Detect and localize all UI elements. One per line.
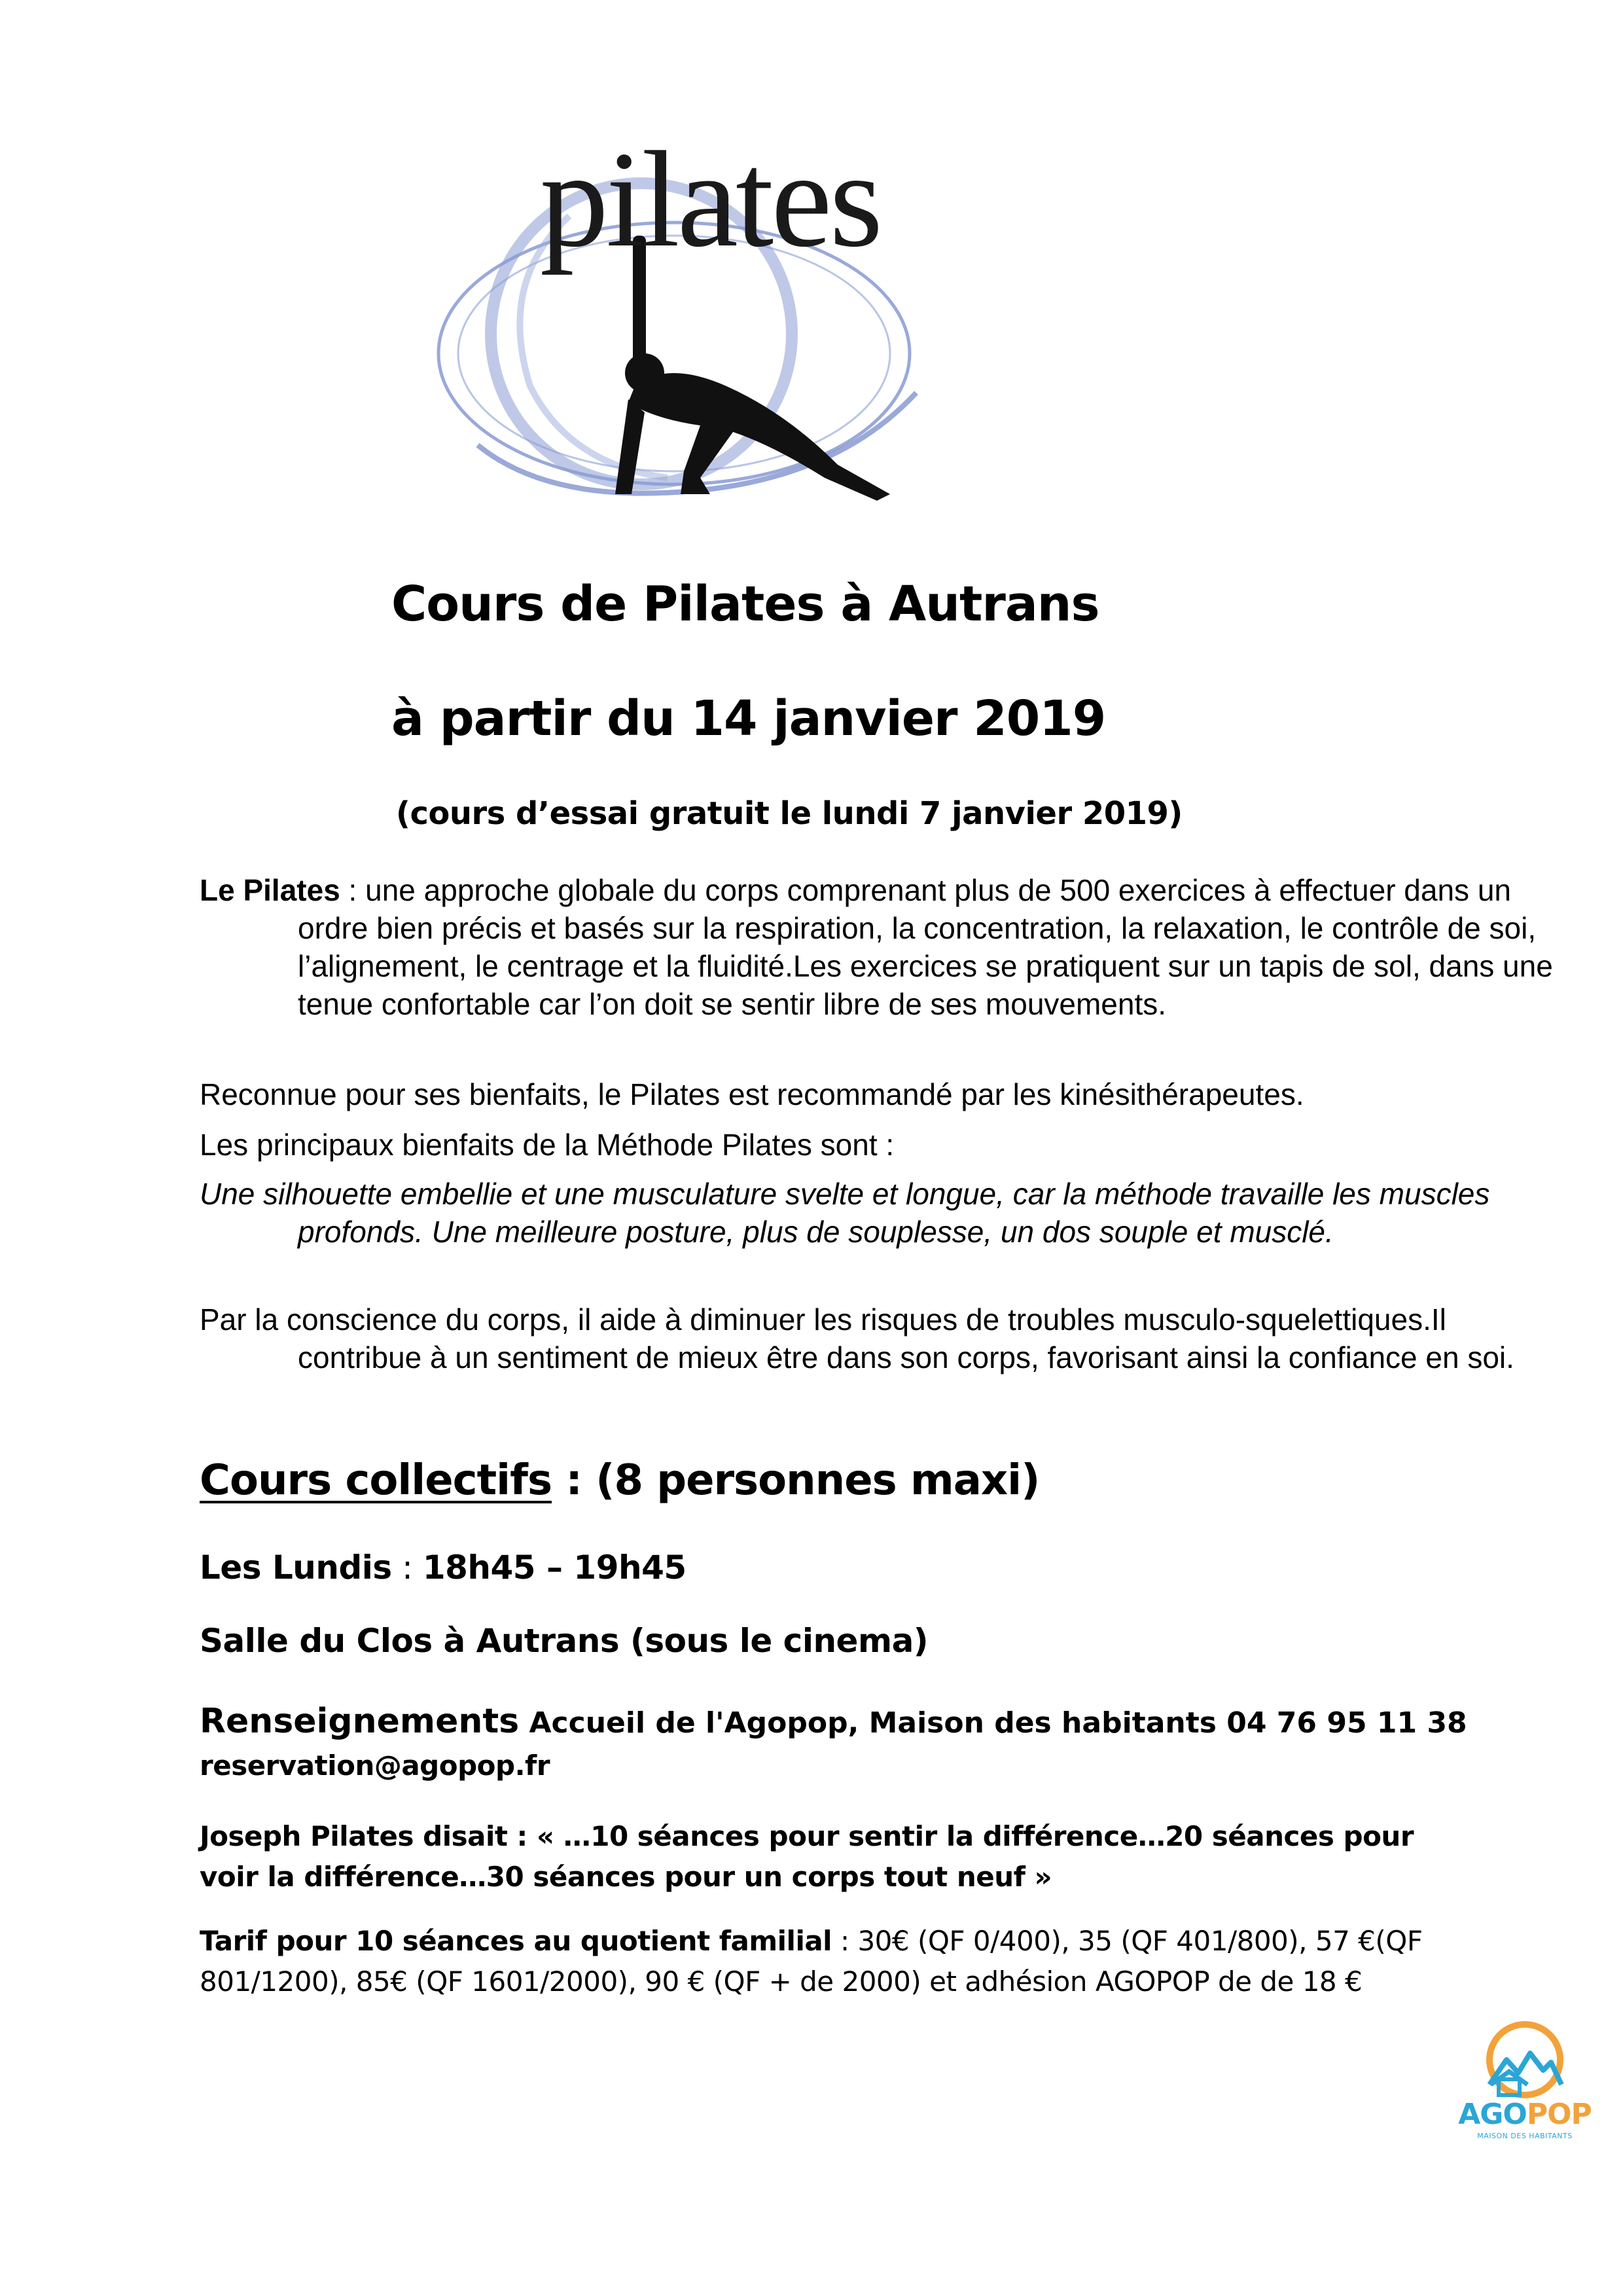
intro-paragraph — [200, 871, 1561, 1023]
intro-term: Le Pilates — [200, 873, 340, 907]
agopop-name — [1453, 2098, 1597, 2131]
contact-email[interactable]: reservation@agopop.fr — [200, 1749, 550, 1782]
agopop-house-icon — [1453, 2019, 1597, 2104]
collectifs-heading — [200, 1456, 1039, 1505]
agopop-logo — [1453, 2019, 1597, 2150]
schedule-time: 18h45 – 19h45 — [422, 1549, 687, 1587]
start-date: à partir du 14 janvier 2019 — [391, 691, 1106, 747]
collectifs-label: Cours collectifs — [200, 1456, 552, 1505]
agopop-subtitle: MAISON DES HABITANTS — [1477, 2132, 1573, 2140]
pilates-logo — [419, 124, 955, 504]
schedule-separator: : — [391, 1549, 423, 1587]
info-label: Renseignements — [200, 1702, 520, 1741]
logo-wordmark: pilates — [540, 124, 881, 276]
location-line: Salle du Clos à Autrans (sous le cinema) — [200, 1622, 929, 1660]
collectifs-capacity: : (8 personnes maxi) — [552, 1456, 1040, 1505]
quote-paragraph: Joseph Pilates disait : « …10 séances pour sentir la différence…20 séances pour voir la différence…30 séances pour un corps tout neuf » — [200, 1820, 1414, 1893]
recognition-paragraph: Reconnue pour ses bienfaits, le Pilates est recommandé par les kinésithérapeutes. — [200, 1077, 1304, 1111]
page-title: Cours de Pilates à Autrans — [391, 576, 1099, 632]
tarif-label: Tarif pour 10 séances au quotient familial — [200, 1925, 832, 1957]
schedule-line — [200, 1549, 687, 1587]
awareness-paragraph: Par la conscience du corps, il aide à diminuer les risques de troubles musculo-squelettiques.Il contribue à un sentiment de mieux être dans son corps, favorisant ainsi la confiance en soi. — [200, 1302, 1514, 1374]
info-text: Accueil de l'Agopop, Maison des habitants 04 76 95 11 38 — [519, 1706, 1467, 1740]
tarif-paragraph — [200, 1921, 1443, 2002]
agopop-name-part1: AGO — [1458, 2098, 1527, 2131]
trial-note: (cours d’essai gratuit le lundi 7 janvier 2019) — [396, 795, 1183, 832]
benefits-intro: Les principaux bienfaits de la Méthode Pilates sont : — [200, 1128, 895, 1162]
agopop-name-part2: POP — [1526, 2098, 1592, 2131]
benefits-paragraph: Une silhouette embellie et une musculature svelte et longue, car la méthode travaille les muscles profonds. Une meilleure posture, plus de souplesse, un dos souple et musclé. — [200, 1177, 1490, 1249]
info-line — [200, 1702, 1467, 1741]
schedule-day: Les Lundis — [200, 1549, 392, 1587]
tarif-text: : 30€ (QF 0/400), 35 (QF 401/800), 57 €(QF 801/1200), 85€ (QF 1601/2000), 90 € (QF + de 2000) et adhésion AGOPOP de de 18 € — [200, 1925, 1423, 1998]
intro-text: : une approche globale du corps comprenant plus de 500 exercices à effectuer dans un ordre bien précis et basés sur la respiration, la concentration, la relaxation, le contrôle de soi, l’alignement, le centrage et la fluidité.Les exercices se pratiquent sur un tapis de sol, dans une tenue confortable car l’on doit se sentir libre de ses mouvements. — [298, 873, 1553, 1021]
